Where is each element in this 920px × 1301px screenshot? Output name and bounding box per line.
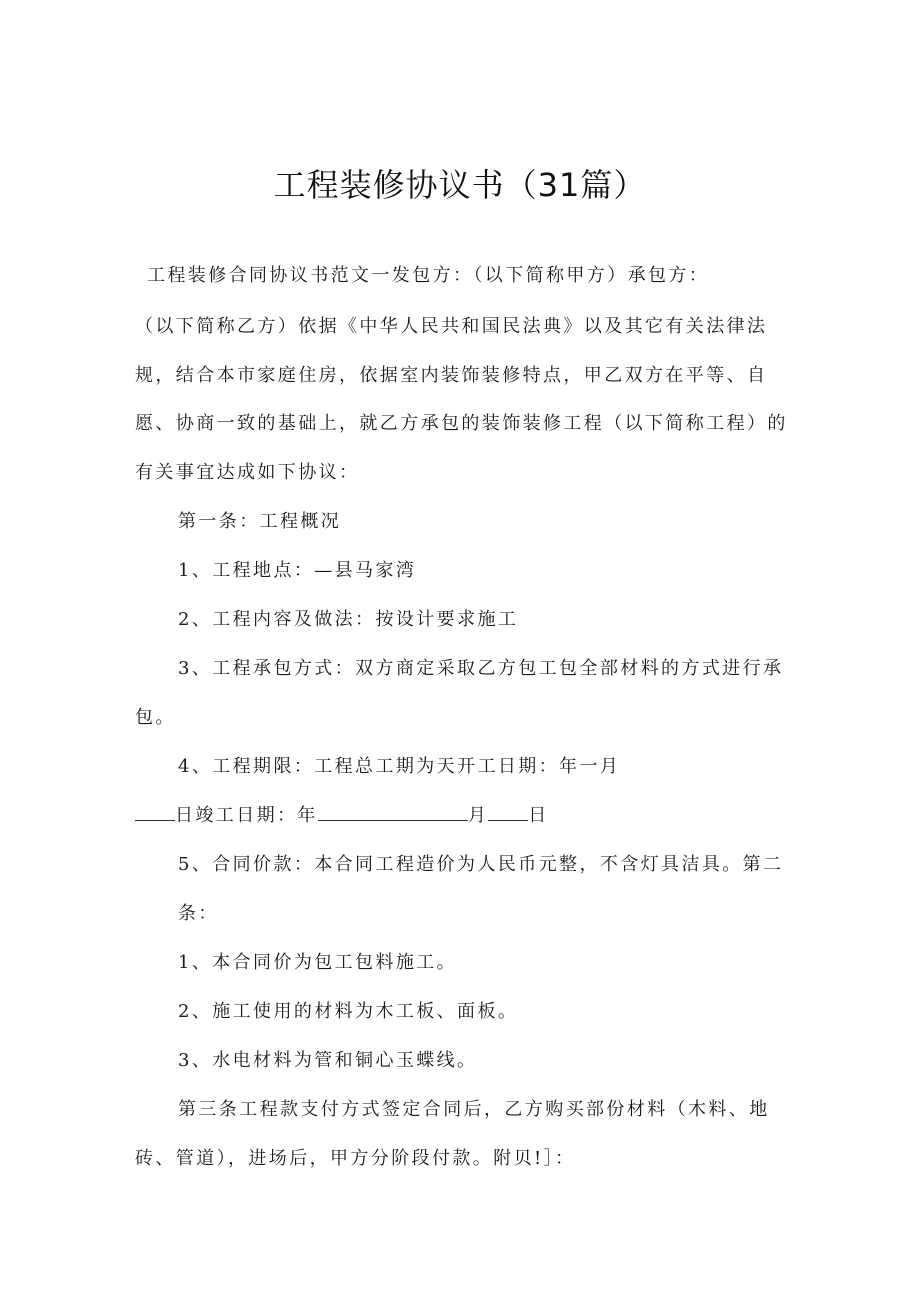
paragraph-line: 砖、管道），进场后，甲方分阶段付款。附贝!］： — [135, 1148, 576, 1169]
list-item: 2、施工使用的材料为木工板、面板。 — [178, 1001, 519, 1022]
list-item: 2、工程内容及做法：按设计要求施工 — [178, 609, 519, 630]
completion-date-line — [135, 804, 549, 828]
list-item-continuation: 包。 — [135, 707, 176, 728]
paragraph-line: （以下简称乙方）依据《中华人民共和国民法典》以及其它有关法律法 — [135, 316, 768, 337]
document-title: 工程装修协议书（31篇） — [273, 166, 647, 204]
list-item-continuation: 条： — [178, 903, 219, 924]
blank-field — [318, 804, 468, 821]
paragraph-line: 规，结合本市家庭住房，依据室内装饰装修特点，甲乙双方在平等、自 — [135, 365, 768, 386]
completion-day-end-label: 日 — [528, 805, 549, 826]
completion-month-label: 月 — [467, 805, 489, 826]
paragraph-line: 愿、协商一致的基础上，就乙方承包的装饰装修工程（以下简称工程）的 — [135, 413, 788, 434]
paragraph-line: 第三条工程款支付方式签定合同后，乙方购买部份材料（木料、地 — [178, 1099, 770, 1120]
list-item: 3、工程承包方式：双方商定采取乙方包工包全部材料的方式进行承 — [178, 658, 784, 679]
list-item: 1、工程地点：—县马家湾 — [178, 560, 417, 581]
list-item: 4、工程期限：工程总工期为天开工日期：年一月 — [178, 756, 621, 777]
paragraph-line: 工程装修合同协议书范文一发包方：（以下简称甲方）承包方： — [147, 265, 710, 286]
list-item: 1、本合同价为包工包料施工。 — [178, 952, 458, 973]
blank-field — [488, 804, 528, 821]
blank-field — [135, 804, 175, 821]
list-item: 5、合同价款：本合同工程造价为人民币元整，不含灯具洁具。第二 — [178, 854, 784, 875]
paragraph-line: 有关事宜达成如下协议： — [135, 462, 360, 483]
completion-day-label: 日竣工日期：年 — [175, 805, 318, 826]
list-item: 3、水电材料为管和铜心玉蝶线。 — [178, 1050, 478, 1071]
section-heading: 第一条：工程概况 — [178, 511, 342, 532]
